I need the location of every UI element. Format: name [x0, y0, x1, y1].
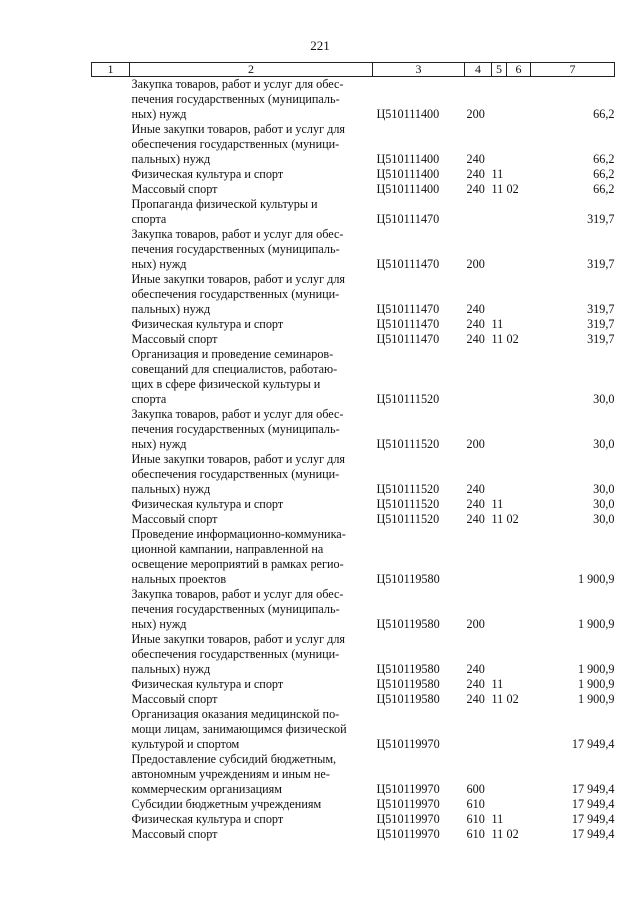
row-section	[492, 632, 507, 677]
row-section: 11	[491, 692, 504, 706]
row-name: Пропаганда физической культуры и спорта	[131, 197, 318, 226]
row-subsection	[507, 77, 531, 123]
row-amount: 1 900,9	[577, 677, 615, 691]
row-subsection	[507, 227, 531, 272]
row-subsection	[507, 497, 531, 512]
row-index-cell	[92, 827, 130, 842]
row-expense-type: 240	[466, 512, 485, 526]
row-code: Ц510111400	[376, 152, 440, 166]
table-row	[92, 227, 615, 272]
row-amount: 319,7	[587, 257, 615, 271]
row-section	[492, 77, 507, 123]
column-header-row	[92, 63, 615, 77]
row-code: Ц510119970	[376, 737, 440, 751]
row-name: Закупка товаров, работ и услуг для обес- печения государственных (муниципаль- ных) нужд	[131, 227, 344, 271]
table-row	[92, 347, 615, 407]
row-subsection: 02	[506, 827, 519, 841]
row-section	[492, 752, 507, 797]
row-amount: 1 900,9	[577, 662, 615, 676]
row-amount: 17 949,4	[571, 827, 615, 841]
row-section: 11	[491, 182, 504, 196]
row-subsection	[507, 707, 531, 752]
table-row	[92, 587, 615, 632]
row-amount: 66,2	[593, 152, 615, 166]
table-row	[92, 407, 615, 452]
row-amount: 66,2	[593, 107, 615, 121]
row-name: Закупка товаров, работ и услуг для обес- печения государственных (муниципаль- ных) нужд	[131, 407, 344, 451]
row-name: Физическая культура и спорт	[131, 167, 284, 181]
table-row	[92, 332, 615, 347]
row-code: Ц510119970	[376, 797, 440, 811]
row-section: 11	[491, 167, 504, 181]
row-subsection	[507, 167, 531, 182]
row-expense-type: 200	[466, 257, 485, 271]
row-expense-type: 200	[466, 437, 485, 451]
row-section: 11	[491, 677, 504, 691]
row-section: 11	[491, 827, 504, 841]
row-code: Ц510119580	[376, 692, 440, 706]
row-name: Физическая культура и спорт	[131, 677, 284, 691]
row-index-cell	[92, 347, 130, 407]
row-amount: 66,2	[593, 167, 615, 181]
row-section: 11	[491, 812, 504, 826]
column-header: 3	[373, 63, 465, 77]
row-subsection	[507, 632, 531, 677]
row-subsection	[507, 752, 531, 797]
row-code: Ц510111520	[376, 512, 440, 526]
table-row	[92, 317, 615, 332]
row-index-cell	[92, 587, 130, 632]
row-index-cell	[92, 272, 130, 317]
row-section	[492, 707, 507, 752]
row-expense-type: 240	[466, 317, 485, 331]
row-expense-type: 240	[466, 482, 485, 496]
row-expense-type: 240	[466, 692, 485, 706]
row-code: Ц510119580	[376, 662, 440, 676]
row-code: Ц510111520	[376, 497, 440, 511]
row-name: Массовый спорт	[131, 827, 218, 841]
row-index-cell	[92, 197, 130, 227]
row-code: Ц510119580	[376, 677, 440, 691]
row-index-cell	[92, 407, 130, 452]
row-expense-type: 240	[466, 302, 485, 316]
table-row	[92, 167, 615, 182]
row-amount: 66,2	[593, 182, 615, 196]
table-row	[92, 77, 615, 123]
row-amount: 1 900,9	[577, 617, 615, 631]
row-amount: 17 949,4	[571, 782, 615, 796]
row-subsection: 02	[506, 512, 519, 526]
row-expense-type	[465, 527, 492, 587]
row-amount: 319,7	[587, 317, 615, 331]
row-index-cell	[92, 677, 130, 692]
row-section	[492, 227, 507, 272]
row-name: Массовый спорт	[131, 512, 218, 526]
row-subsection	[507, 272, 531, 317]
row-index-cell	[92, 527, 130, 587]
table-row	[92, 827, 615, 842]
row-index-cell	[92, 797, 130, 812]
row-index-cell	[92, 497, 130, 512]
row-name: Физическая культура и спорт	[131, 812, 284, 826]
column-header: 7	[531, 63, 615, 77]
row-section	[492, 122, 507, 167]
row-expense-type: 240	[466, 332, 485, 346]
row-section: 11	[491, 497, 504, 511]
row-expense-type: 600	[466, 782, 485, 796]
table-row	[92, 197, 615, 227]
row-name: Субсидии бюджетным учреждениям	[131, 797, 322, 811]
row-name: Иные закупки товаров, работ и услуг для обеспечения государственных (муници- пальных) нужд	[131, 452, 346, 496]
row-code: Ц510111400	[376, 107, 440, 121]
row-subsection	[507, 527, 531, 587]
row-code: Ц510111520	[376, 482, 440, 496]
row-name: Массовый спорт	[131, 692, 218, 706]
row-index-cell	[92, 707, 130, 752]
table-row	[92, 122, 615, 167]
row-code: Ц510119580	[376, 617, 440, 631]
row-name: Иные закупки товаров, работ и услуг для обеспечения государственных (муници- пальных) нужд	[131, 272, 346, 316]
row-index-cell	[92, 692, 130, 707]
row-index-cell	[92, 167, 130, 182]
row-expense-type: 240	[466, 167, 485, 181]
row-name: Массовый спорт	[131, 332, 218, 346]
table-body	[92, 77, 615, 843]
row-index-cell	[92, 182, 130, 197]
row-expense-type	[465, 707, 492, 752]
row-subsection	[507, 797, 531, 812]
row-amount: 30,0	[593, 482, 615, 496]
row-name: Организация и проведение семинаров- совещаний для специалистов, работаю- щих в сфере физической культуры и спорта	[131, 347, 338, 406]
row-code: Ц510111470	[376, 257, 440, 271]
row-name: Организация оказания медицинской по- мощи лицам, занимающимся физической культурой и спортом	[131, 707, 347, 751]
row-index-cell	[92, 452, 130, 497]
column-header: 6	[507, 63, 531, 77]
row-section	[492, 407, 507, 452]
row-subsection: 02	[506, 692, 519, 706]
row-index-cell	[92, 332, 130, 347]
row-index-cell	[92, 227, 130, 272]
row-name: Иные закупки товаров, работ и услуг для обеспечения государственных (муници- пальных) нужд	[131, 122, 346, 166]
row-code: Ц510111400	[376, 167, 440, 181]
budget-table	[91, 62, 615, 842]
row-name: Проведение информационно-коммуника- ционной кампании, направленной на освещение мероприятий в рамках регио- нальных проектов	[131, 527, 346, 586]
row-amount: 17 949,4	[571, 797, 615, 811]
row-code: Ц510111470	[376, 332, 440, 346]
page-number: 221	[310, 38, 330, 53]
table-row	[92, 797, 615, 812]
row-expense-type: 240	[466, 662, 485, 676]
row-name: Предоставление субсидий бюджетным, автономным учреждениям и иным не- коммерческим организациям	[131, 752, 337, 796]
table-row	[92, 512, 615, 527]
row-subsection	[507, 407, 531, 452]
row-code: Ц510111400	[376, 182, 440, 196]
row-amount: 1 900,9	[577, 572, 615, 586]
row-expense-type: 240	[466, 182, 485, 196]
row-section	[492, 587, 507, 632]
row-amount: 17 949,4	[571, 812, 615, 826]
row-amount: 319,7	[587, 212, 615, 226]
table-row	[92, 527, 615, 587]
row-section: 11	[491, 512, 504, 526]
table-row	[92, 692, 615, 707]
row-section	[492, 347, 507, 407]
table-row	[92, 707, 615, 752]
row-expense-type: 610	[466, 812, 485, 826]
row-index-cell	[92, 122, 130, 167]
column-header: 2	[130, 63, 373, 77]
table-row	[92, 497, 615, 512]
row-subsection	[507, 677, 531, 692]
row-amount: 17 949,4	[571, 737, 615, 751]
column-header: 4	[465, 63, 492, 77]
row-amount: 319,7	[587, 302, 615, 316]
row-subsection: 02	[506, 182, 519, 196]
row-amount: 30,0	[593, 437, 615, 451]
row-name: Массовый спорт	[131, 182, 218, 196]
row-code: Ц510111520	[376, 437, 440, 451]
row-name: Физическая культура и спорт	[131, 317, 284, 331]
row-section	[492, 197, 507, 227]
table-row	[92, 812, 615, 827]
row-code: Ц510119970	[376, 782, 440, 796]
table-row	[92, 752, 615, 797]
row-section: 11	[491, 332, 504, 346]
row-subsection	[507, 812, 531, 827]
row-index-cell	[92, 77, 130, 123]
row-expense-type: 240	[466, 152, 485, 166]
row-subsection	[507, 587, 531, 632]
row-expense-type: 200	[466, 617, 485, 631]
table-row	[92, 677, 615, 692]
row-index-cell	[92, 812, 130, 827]
row-amount: 30,0	[593, 512, 615, 526]
row-amount: 30,0	[593, 497, 615, 511]
row-code: Ц510119580	[376, 572, 440, 586]
row-expense-type	[465, 197, 492, 227]
row-section	[492, 797, 507, 812]
row-section	[492, 527, 507, 587]
row-index-cell	[92, 752, 130, 797]
column-header: 1	[92, 63, 130, 77]
row-subsection	[507, 317, 531, 332]
row-section: 11	[491, 317, 504, 331]
row-name: Закупка товаров, работ и услуг для обес- печения государственных (муниципаль- ных) нужд	[131, 587, 344, 631]
row-code: Ц510119970	[376, 827, 440, 841]
row-amount: 30,0	[593, 392, 615, 406]
row-code: Ц510119970	[376, 812, 440, 826]
row-expense-type: 200	[466, 107, 485, 121]
table-row	[92, 272, 615, 317]
row-expense-type: 610	[466, 827, 485, 841]
row-subsection	[507, 197, 531, 227]
row-expense-type: 240	[466, 677, 485, 691]
row-expense-type: 610	[466, 797, 485, 811]
row-expense-type	[465, 347, 492, 407]
row-code: Ц510111520	[376, 392, 440, 406]
row-expense-type: 240	[466, 497, 485, 511]
row-index-cell	[92, 317, 130, 332]
row-name: Физическая культура и спорт	[131, 497, 284, 511]
row-subsection	[507, 122, 531, 167]
row-name: Закупка товаров, работ и услуг для обес- печения государственных (муниципаль- ных) нужд	[131, 77, 344, 121]
row-section	[492, 272, 507, 317]
row-subsection: 02	[506, 332, 519, 346]
row-code: Ц510111470	[376, 317, 440, 331]
table-row	[92, 182, 615, 197]
row-amount: 319,7	[587, 332, 615, 346]
row-amount: 1 900,9	[577, 692, 615, 706]
row-index-cell	[92, 512, 130, 527]
row-code: Ц510111470	[376, 212, 440, 226]
table-row	[92, 452, 615, 497]
row-subsection	[507, 452, 531, 497]
row-code: Ц510111470	[376, 302, 440, 316]
row-name: Иные закупки товаров, работ и услуг для обеспечения государственных (муници- пальных) нужд	[131, 632, 346, 676]
row-subsection	[507, 347, 531, 407]
row-index-cell	[92, 632, 130, 677]
table-row	[92, 632, 615, 677]
column-header: 5	[492, 63, 507, 77]
row-section	[492, 452, 507, 497]
